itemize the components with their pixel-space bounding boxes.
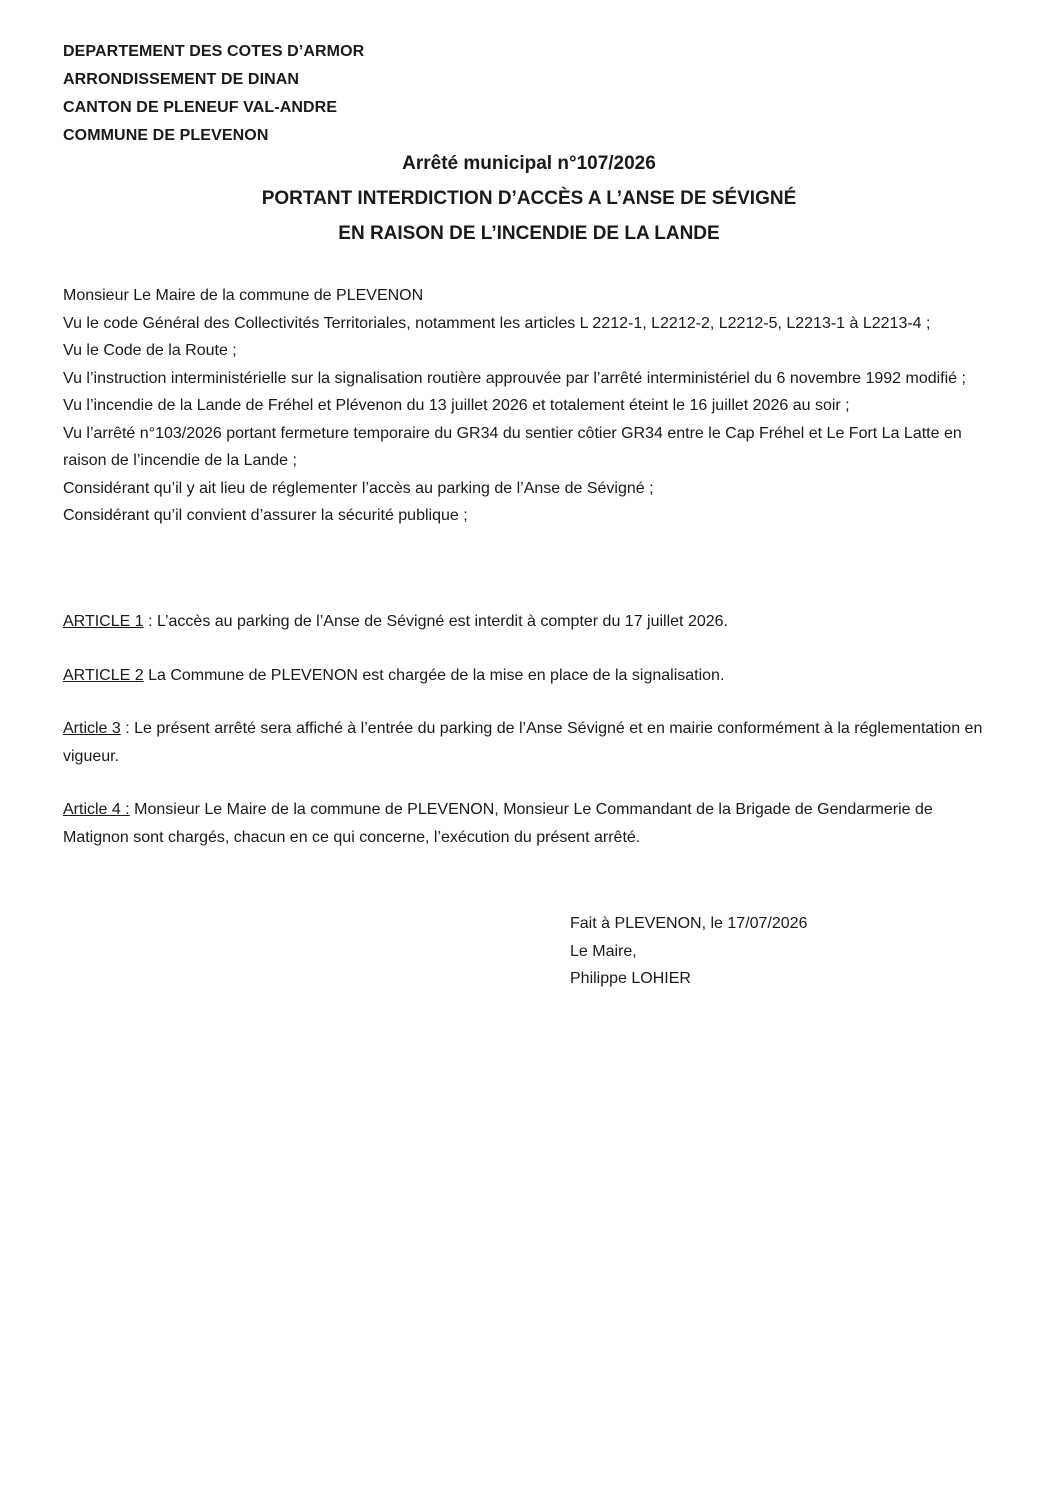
signature-place-date: Fait à PLEVENON, le 17/07/2026 — [570, 915, 808, 932]
article-3-text: : Le présent arrêté sera affiché à l’entrée du parking de l’Anse Sévigné et en mairie conformément à la réglementation en vigueur. — [63, 720, 983, 765]
article-4-label: Article 4 : — [63, 801, 130, 818]
preamble-line: Vu le Code de la Route ; — [63, 342, 237, 359]
preamble-line: Considérant qu’il y ait lieu de réglementer l’accès au parking de l’Anse de Sévigné ; — [63, 479, 654, 497]
article-2 — [63, 662, 993, 690]
article-4-text: Monsieur Le Maire de la commune de PLEVENON, Monsieur Le Commandant de la Brigade de Gendarmerie de Matignon sont chargés, chacun en ce qui concerne, l’exécution du présent arrêté. — [63, 801, 933, 846]
header-commune: COMMUNE DE PLEVENON — [63, 127, 269, 144]
article-3 — [63, 715, 993, 770]
preamble-line: Vu le code Général des Collectivités Territoriales, notamment les articles L 2212-1, L2212-2, L2212-5, L2213-1 à L2213-4 ; — [63, 314, 931, 332]
decree-reason-title: EN RAISON DE L’INCENDIE DE LA LANDE — [338, 223, 720, 244]
header-departement: DEPARTEMENT DES COTES D’ARMOR — [63, 43, 365, 60]
article-2-text: La Commune de PLEVENON est chargée de la mise en place de la signalisation. — [143, 666, 725, 684]
preamble — [63, 282, 993, 530]
article-3-label: Article 3 — [63, 720, 121, 737]
decree-number-title: Arrêté municipal n°107/2026 — [402, 153, 656, 174]
header-arrondissement: ARRONDISSEMENT DE DINAN — [63, 71, 300, 88]
administrative-header — [63, 38, 364, 150]
preamble-line: Vu l’incendie de la Lande de Fréhel et Plévenon du 13 juillet 2026 et totalement éteint le 16 juillet 2026 au soir ; — [63, 397, 850, 414]
document-title-block — [0, 146, 1058, 251]
article-4 — [63, 796, 993, 851]
article-1-text: : L’accès au parking de l’Anse de Sévigné est interdit à compter du 17 juillet 2026. — [143, 613, 728, 630]
articles — [63, 608, 993, 877]
signature-block — [570, 910, 807, 993]
article-1-label: ARTICLE 1 — [63, 613, 144, 630]
signature-role: Le Maire, — [570, 942, 637, 960]
preamble-line: Monsieur Le Maire de la commune de PLEVENON — [63, 287, 424, 304]
preamble-line: Vu l’instruction interministérielle sur la signalisation routière approuvée par l’arrêté interministériel du 6 novembre 1992 modifié ; — [63, 369, 966, 387]
header-canton: CANTON DE PLENEUF VAL-ANDRE — [63, 99, 338, 116]
article-2-label: ARTICLE 2 — [63, 666, 144, 684]
article-1 — [63, 608, 993, 636]
preamble-line: Vu l’arrêté n°103/2026 portant fermeture temporaire du GR34 du sentier côtier GR34 entre le Cap Fréhel et Le Fort La Latte en raison de l’incendie de la Lande ; — [63, 424, 962, 469]
decree-subject-title: PORTANT INTERDICTION D’ACCÈS A L’ANSE DE SÉVIGNÉ — [261, 188, 797, 209]
preamble-line: Considérant qu’il convient d’assurer la sécurité publique ; — [63, 507, 468, 524]
signature-name: Philippe LOHIER — [570, 970, 691, 987]
